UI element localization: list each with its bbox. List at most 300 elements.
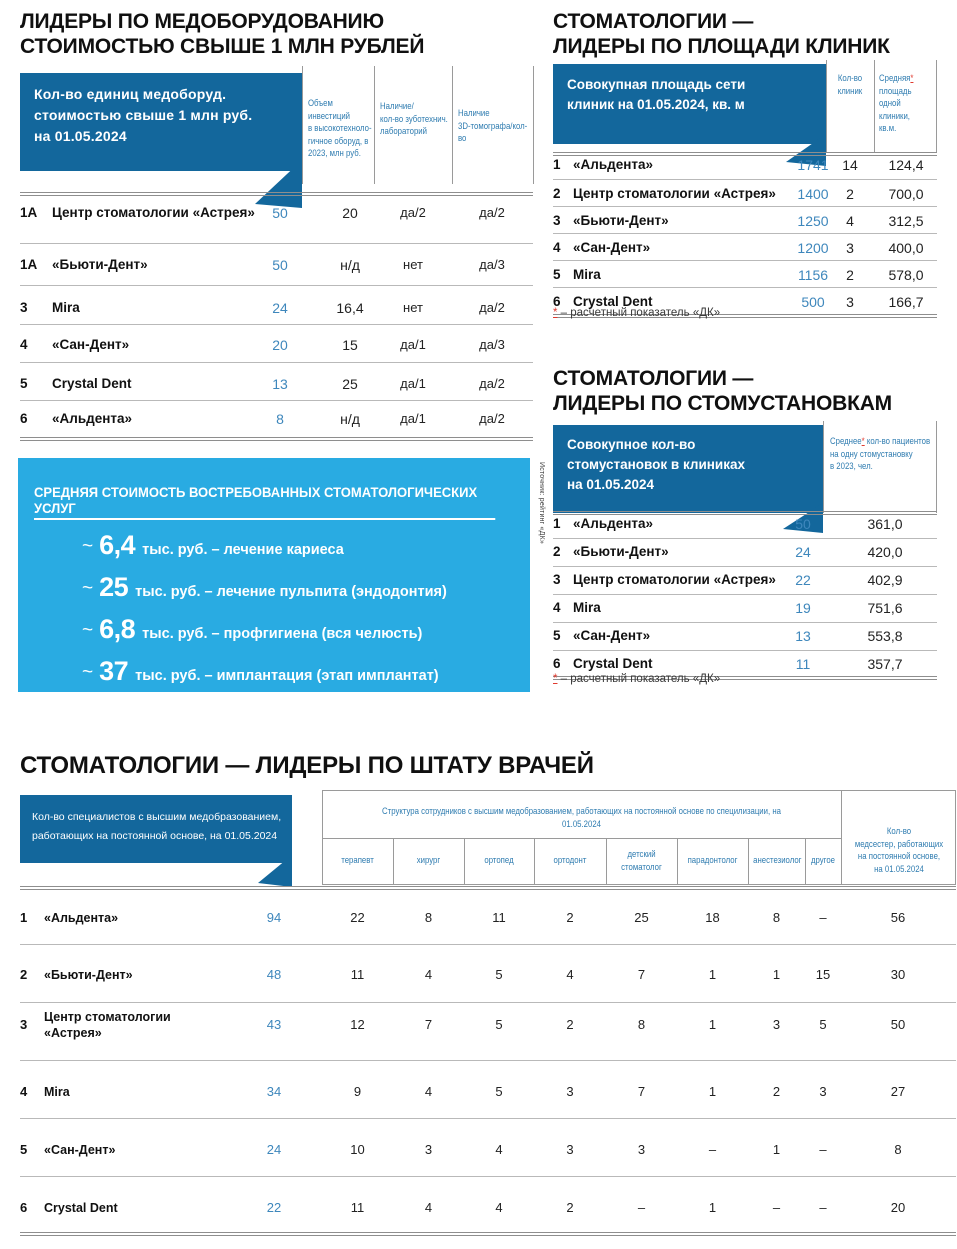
row-units: 19	[795, 600, 811, 616]
row-nurses: 8	[894, 1142, 902, 1157]
row-rank: 1А	[20, 205, 38, 220]
row-spec-cell: 11	[350, 1200, 365, 1215]
section1-divider-2	[374, 66, 375, 184]
line: на постоянной основе,	[857, 851, 941, 863]
row-units: 8	[276, 411, 284, 427]
row-rank: 2	[20, 967, 28, 982]
spec-col-divider	[464, 838, 465, 885]
row-avg: 751,6	[867, 600, 903, 616]
row-rank: 6	[553, 656, 561, 671]
row-rank: 6	[20, 411, 28, 426]
row-units: 20	[272, 337, 288, 353]
line: лабораторий	[380, 126, 428, 138]
row-total: 48	[266, 967, 282, 982]
row-rank: 3	[553, 572, 561, 587]
row-rank: 5	[553, 267, 561, 282]
row-spec-cell: 8	[424, 910, 433, 925]
row-total: 34	[266, 1084, 282, 1099]
row-name: «Альдента»	[573, 157, 653, 172]
row-spec-cell: 1	[772, 1142, 781, 1157]
row-nurses: 30	[890, 967, 906, 982]
row-name: «Альдента»	[573, 516, 653, 531]
row-separator	[20, 285, 533, 286]
row-spec-cell: 11	[492, 910, 506, 925]
row-name: Центр стоматологии «Астрея»	[573, 572, 776, 587]
price-value: 25	[99, 572, 129, 602]
row-spec-cell: 22	[350, 910, 365, 925]
row-name	[44, 967, 234, 983]
section3-divider-2	[936, 421, 937, 513]
row-name: Mira	[573, 267, 601, 282]
row-invest: н/д	[340, 411, 360, 427]
price-item	[82, 572, 447, 603]
section2-divider-3	[936, 60, 937, 152]
line: Объем инвестиций	[308, 98, 351, 122]
line: клиники,	[879, 110, 910, 122]
spec-col-header: ортодонт	[553, 855, 587, 866]
footnote-asterisk: *	[553, 673, 558, 685]
row-units: 50	[272, 205, 288, 221]
row-nurses: 56	[890, 910, 906, 925]
row-total: 43	[266, 1017, 282, 1032]
section3-bubble-header	[553, 425, 823, 513]
row-spec-cell: 1	[708, 1084, 717, 1099]
row-avg: 357,7	[867, 656, 903, 672]
section1-bubble-tail-icon	[255, 160, 315, 208]
price-text: тыс. руб. – лечение кариеса	[142, 542, 344, 558]
row-spec-cell: 3	[424, 1142, 433, 1157]
section4-title: СТОМАТОЛОГИИ — ЛИДЕРЫ ПО ШТАТУ ВРАЧЕЙ	[20, 752, 594, 779]
row-name-line1: Crystal Dent	[44, 1201, 118, 1215]
line: медсестер, работающих	[854, 838, 944, 850]
section3-title-line2: ЛИДЕРЫ ПО СТОМУСТАНОВКАМ	[553, 391, 892, 415]
spec-col-header: анестезиолог	[753, 855, 802, 866]
row-spec-cell: 1	[708, 1200, 717, 1215]
row-units: 11	[795, 656, 811, 672]
row-name-line1: «Альдента»	[44, 911, 119, 925]
section2-divider-1	[826, 60, 827, 152]
section4-group-bottom-line	[322, 884, 956, 885]
row-separator	[20, 324, 533, 325]
spec-col-divider	[393, 838, 394, 885]
row-spec-cell: 7	[424, 1017, 433, 1032]
row-separator	[553, 287, 937, 288]
section2-top-rule	[553, 152, 937, 156]
section1-title-line2: СТОИМОСТЬЮ СВЫШЕ 1 МЛН РУБЛЕЙ	[20, 34, 425, 58]
line: детский	[627, 849, 656, 860]
row-ct: да/3	[479, 337, 505, 352]
row-spec-cell: 4	[566, 967, 574, 982]
row-separator	[553, 206, 937, 207]
row-spec-cell: 4	[424, 967, 433, 982]
row-units: 22	[795, 572, 811, 588]
section1-bubble-header	[20, 73, 302, 171]
line: клиник	[837, 85, 863, 97]
row-spec-cell: 2	[566, 1200, 574, 1215]
row-name-line1: «Сан-Дент»	[44, 1143, 116, 1157]
row-units: 13	[795, 628, 811, 644]
row-ct: да/2	[479, 205, 505, 220]
row-avg: 124,4	[888, 157, 924, 173]
price-text: тыс. руб. – имплантация (этап имплантат)	[135, 668, 439, 684]
row-separator	[553, 233, 937, 234]
section4-group-mid-line	[322, 838, 841, 839]
row-spec-cell: 4	[495, 1142, 503, 1157]
section3-top-rule	[553, 511, 937, 515]
row-clinics: 3	[846, 240, 854, 256]
row-spec-cell: 15	[815, 967, 831, 982]
row-name: «Сан-Дент»	[52, 337, 130, 352]
row-units: 13	[272, 376, 288, 392]
row-separator	[20, 1060, 956, 1061]
avg-rest: кол-во пациентов	[864, 436, 931, 447]
row-avg: 400,0	[888, 240, 924, 256]
row-spec-cell: 11	[350, 967, 365, 982]
row-lab: да/1	[400, 337, 426, 352]
row-separator	[20, 243, 533, 244]
row-invest: 25	[342, 376, 358, 392]
row-spec-cell: 4	[424, 1084, 433, 1099]
row-separator	[553, 260, 937, 261]
row-name: Mira	[573, 600, 601, 615]
row-ct: да/2	[479, 300, 505, 315]
row-spec-cell: 5	[819, 1017, 827, 1032]
spec-col-header: терапевт	[341, 855, 374, 866]
row-spec-cell: 8	[637, 1017, 646, 1032]
section3-bubble-line2: стомустановок в клиниках	[567, 457, 745, 472]
section4-bubble-line1: Кол-во специалистов с высшим медобразованием,	[32, 811, 282, 823]
line: на 01.05.2024	[874, 863, 924, 875]
row-rank: 1	[20, 910, 28, 925]
row-spec-cell: 3	[772, 1017, 781, 1032]
section3-bubble-line1: Совокупное кол-во	[567, 437, 696, 452]
row-name: «Сан-Дент»	[573, 628, 651, 643]
avg-word: Средняя	[879, 73, 911, 84]
section2-bubble-header	[553, 64, 826, 144]
section4-bottom-rule	[20, 1232, 956, 1236]
spec-col-divider	[677, 838, 678, 885]
row-avg: 312,5	[888, 213, 924, 229]
section2-bubble-line2: клиник на 01.05.2024, кв. м	[567, 97, 745, 112]
row-nurses: 50	[890, 1017, 906, 1032]
row-nurses: 27	[890, 1084, 906, 1099]
row-spec-cell: 12	[350, 1017, 365, 1032]
row-name	[44, 910, 234, 926]
row-rank: 4	[20, 337, 28, 352]
row-name	[44, 1084, 234, 1100]
row-separator	[553, 538, 937, 539]
row-clinics: 2	[846, 186, 854, 202]
row-rank: 4	[20, 1084, 28, 1099]
row-name	[44, 1142, 234, 1158]
row-ct: да/3	[479, 257, 505, 272]
price-value: 6,4	[99, 530, 136, 560]
row-spec-cell: 3	[566, 1142, 574, 1157]
line: кв.м.	[879, 123, 897, 135]
row-avg: 402,9	[867, 572, 903, 588]
row-rank: 4	[553, 600, 561, 615]
footnote-asterisk: *	[553, 307, 558, 319]
row-spec-cell: 5	[495, 967, 503, 982]
line: 3D-томографа/кол-во	[458, 120, 528, 145]
spec-col-header: другое	[810, 855, 836, 866]
section2-footnote	[553, 307, 720, 319]
row-rank: 5	[20, 376, 28, 391]
price-item	[82, 530, 344, 561]
section4-group-header: Структура сотрудников с высшим медобразованием, работающих на постоянной основе по специлизации, на 01.05.2024	[382, 806, 781, 830]
row-rank: 3	[20, 1017, 28, 1032]
row-spec-cell: 4	[495, 1200, 503, 1215]
row-name	[44, 1200, 234, 1216]
row-name: Crystal Dent	[573, 294, 653, 309]
row-spec-cell: –	[819, 910, 827, 925]
section1-bubble-line1: Кол-во единиц медоборуд.	[34, 86, 227, 102]
row-separator	[553, 594, 937, 595]
row-lab: нет	[403, 300, 423, 315]
row-rank: 6	[553, 294, 561, 309]
row-spec-cell: 3	[637, 1142, 646, 1157]
section2-colhead-clinics	[830, 73, 869, 98]
spec-col-header: парадонтолог	[687, 855, 738, 866]
tilde-symbol: ~	[82, 620, 94, 641]
section4-v-right	[955, 790, 956, 885]
row-separator	[20, 1002, 956, 1003]
row-spec-cell: 25	[634, 910, 649, 925]
section1-divider-1	[302, 66, 303, 184]
row-clinics: 4	[846, 213, 854, 229]
line: 2023, млн руб.	[308, 148, 361, 160]
row-name: «Альдента»	[52, 411, 132, 426]
row-spec-cell: 4	[424, 1200, 433, 1215]
spec-col-header	[612, 849, 670, 874]
row-spec-cell: 2	[566, 910, 574, 925]
avg-word: Среднее	[830, 436, 862, 447]
row-invest: 20	[342, 205, 358, 221]
row-separator	[20, 1118, 956, 1119]
line: в высокотехноло-	[308, 123, 372, 135]
footnote-text: – расчетный показатель «ДК»	[557, 307, 721, 319]
row-rank: 3	[553, 213, 561, 228]
row-total: 94	[266, 910, 282, 925]
section1-bubble-line2: стоимостью свыше 1 млн руб.	[34, 107, 253, 123]
row-name: «Бьюти-Дент»	[573, 213, 669, 228]
tilde-symbol: ~	[82, 536, 94, 557]
row-separator	[20, 400, 533, 401]
price-value: 37	[99, 656, 129, 686]
row-spec-cell: 5	[495, 1017, 503, 1032]
row-name: «Бьюти-Дент»	[52, 257, 148, 272]
section3-title	[553, 367, 953, 416]
row-ct: да/2	[479, 376, 505, 391]
row-rank: 1А	[20, 257, 38, 272]
section2-title-line1: СТОМАТОЛОГИИ —	[553, 10, 754, 33]
row-spec-cell: 2	[772, 1084, 781, 1099]
price-item	[82, 656, 439, 687]
asterisk-marker: *	[910, 73, 914, 84]
row-name-line2: «Астрея»	[44, 1026, 102, 1040]
row-units: 50	[272, 257, 288, 273]
line: гичное оборуд, в	[308, 135, 369, 147]
section2-title	[553, 10, 953, 59]
section2-bubble-line1: Совокупная площадь сети	[567, 77, 746, 92]
section4-bubble-line2: работающих на постоянной основе, на 01.05.2024	[32, 830, 278, 842]
row-name: Центр стоматологии «Астрея»	[573, 186, 776, 201]
line: в 2023, чел.	[830, 461, 873, 473]
row-spec-cell: 3	[566, 1084, 574, 1099]
line: Кол-во	[837, 73, 863, 84]
spec-col-divider	[805, 838, 806, 885]
spec-col-divider	[748, 838, 749, 885]
line: стоматолог	[621, 861, 662, 873]
price-value: 6,8	[99, 614, 136, 644]
section4-top-rule	[20, 886, 956, 890]
row-name: «Сан-Дент»	[573, 240, 651, 255]
row-separator	[20, 437, 533, 441]
section1-colhead-lab	[380, 101, 452, 139]
line: площадь	[879, 85, 912, 97]
row-name-line1: Центр стоматологии	[44, 1010, 171, 1024]
row-rank: 1	[553, 157, 561, 172]
section2-divider-2	[874, 60, 875, 152]
row-separator	[553, 622, 937, 623]
row-name: «Бьюти-Дент»	[573, 544, 669, 559]
row-spec-cell: –	[637, 1200, 646, 1215]
row-rank: 1	[553, 516, 561, 531]
row-clinics: 2	[846, 267, 854, 283]
section3-footnote	[553, 673, 720, 685]
price-item	[82, 614, 422, 645]
section2-colhead-avg	[879, 73, 928, 136]
row-total: 24	[266, 1142, 282, 1157]
row-area: 1156	[797, 267, 829, 283]
source-vertical-label: Источник: рейтинг «ДК»	[538, 462, 545, 544]
row-separator	[20, 944, 956, 945]
row-rank: 2	[553, 186, 561, 201]
row-lab: нет	[403, 257, 423, 272]
row-spec-cell: 5	[495, 1084, 503, 1099]
line	[830, 436, 932, 449]
row-separator	[553, 650, 937, 651]
section4-v0	[322, 790, 323, 885]
row-lab: да/1	[400, 376, 426, 391]
row-clinics: 14	[842, 157, 858, 173]
row-rank: 6	[20, 1200, 28, 1215]
price-text: тыс. руб. – профгигиена (вся челюсть)	[142, 626, 423, 642]
spec-col-divider	[841, 838, 842, 885]
row-area: 500	[801, 294, 825, 310]
row-total: 22	[266, 1200, 282, 1215]
row-spec-cell: 10	[350, 1142, 365, 1157]
row-lab: да/1	[400, 411, 426, 426]
section4-group-top-line	[322, 790, 956, 791]
row-avg: 553,8	[867, 628, 903, 644]
row-spec-cell: 1	[708, 1017, 717, 1032]
row-area: 1250	[797, 213, 829, 229]
row-rank: 3	[20, 300, 28, 315]
row-name: Mira	[52, 300, 80, 315]
row-rank: 2	[553, 544, 561, 559]
row-separator	[20, 1176, 956, 1177]
line	[879, 73, 928, 86]
row-lab: да/2	[400, 205, 426, 220]
spec-col-divider	[534, 838, 535, 885]
row-spec-cell: –	[819, 1142, 827, 1157]
section4-colhead-nurses	[853, 826, 945, 876]
row-name	[44, 1009, 234, 1041]
row-rank: 5	[20, 1142, 28, 1157]
line: Наличие	[458, 108, 490, 119]
row-area: 1400	[797, 186, 829, 202]
section2-title-line2: ЛИДЕРЫ ПО ПЛОЩАДИ КЛИНИК	[553, 34, 890, 58]
row-separator	[553, 566, 937, 567]
footnote-text: – расчетный показатель «ДК»	[557, 673, 721, 685]
row-spec-cell: 7	[637, 967, 646, 982]
row-invest: 15	[342, 337, 358, 353]
row-nurses: 20	[890, 1200, 906, 1215]
row-name: Центр стоматологии «Астрея»	[52, 205, 255, 220]
row-name-line1: «Бьюти-Дент»	[44, 968, 133, 982]
row-spec-cell: –	[772, 1200, 781, 1215]
row-spec-cell: 2	[566, 1017, 574, 1032]
row-area: 1200	[797, 240, 829, 256]
line: кол-во зуботехнич.	[380, 113, 448, 125]
row-area: 1741	[797, 157, 829, 173]
row-rank: 5	[553, 628, 561, 643]
row-ct: да/2	[479, 411, 505, 426]
row-invest: 16,4	[336, 300, 364, 316]
tilde-symbol: ~	[82, 578, 94, 599]
row-avg: 420,0	[867, 544, 903, 560]
section4-bubble-header	[20, 795, 292, 863]
row-spec-cell: 8	[772, 910, 781, 925]
row-separator	[553, 179, 937, 180]
row-units: 50	[795, 516, 811, 532]
spec-col-header: ортопед	[484, 855, 514, 866]
section3-divider-1	[823, 421, 824, 513]
section1-top-rule	[20, 192, 533, 196]
section1-colhead-invest	[308, 98, 372, 161]
row-spec-cell: 7	[637, 1084, 646, 1099]
row-units: 24	[272, 300, 288, 316]
row-spec-cell: 1	[708, 967, 717, 982]
row-avg: 166,7	[888, 294, 924, 310]
row-spec-cell: 3	[819, 1084, 827, 1099]
asterisk-marker: *	[861, 436, 865, 447]
row-rank: 4	[553, 240, 561, 255]
avg-price-title: СРЕДНЯЯ СТОИМОСТЬ ВОСТРЕБОВАННЫХ СТОМАТОЛОГИЧЕСКИХ УСЛУГ	[34, 484, 495, 520]
line: Кол-во	[886, 826, 912, 837]
section1-title-line1: ЛИДЕРЫ ПО МЕДОБОРУДОВАНИЮ	[20, 10, 384, 33]
line: на одну стомустановку	[830, 448, 913, 460]
row-invest: н/д	[340, 257, 360, 273]
row-spec-cell: 18	[705, 910, 720, 925]
section1-title	[20, 10, 490, 59]
avg-price-box	[18, 458, 530, 692]
section3-bubble-line3: на 01.05.2024	[567, 477, 654, 492]
row-spec-cell: –	[708, 1142, 717, 1157]
section1-colhead-ct	[458, 108, 533, 146]
row-units: 24	[795, 544, 811, 560]
tilde-symbol: ~	[82, 662, 94, 683]
row-spec-cell: –	[819, 1200, 827, 1215]
section3-colhead-avg	[830, 436, 932, 474]
line: Наличие/	[380, 101, 414, 112]
row-spec-cell: 9	[353, 1084, 362, 1099]
row-avg: 361,0	[867, 516, 903, 532]
row-clinics: 3	[846, 294, 854, 310]
line: одной	[879, 98, 901, 110]
row-avg: 578,0	[888, 267, 924, 283]
